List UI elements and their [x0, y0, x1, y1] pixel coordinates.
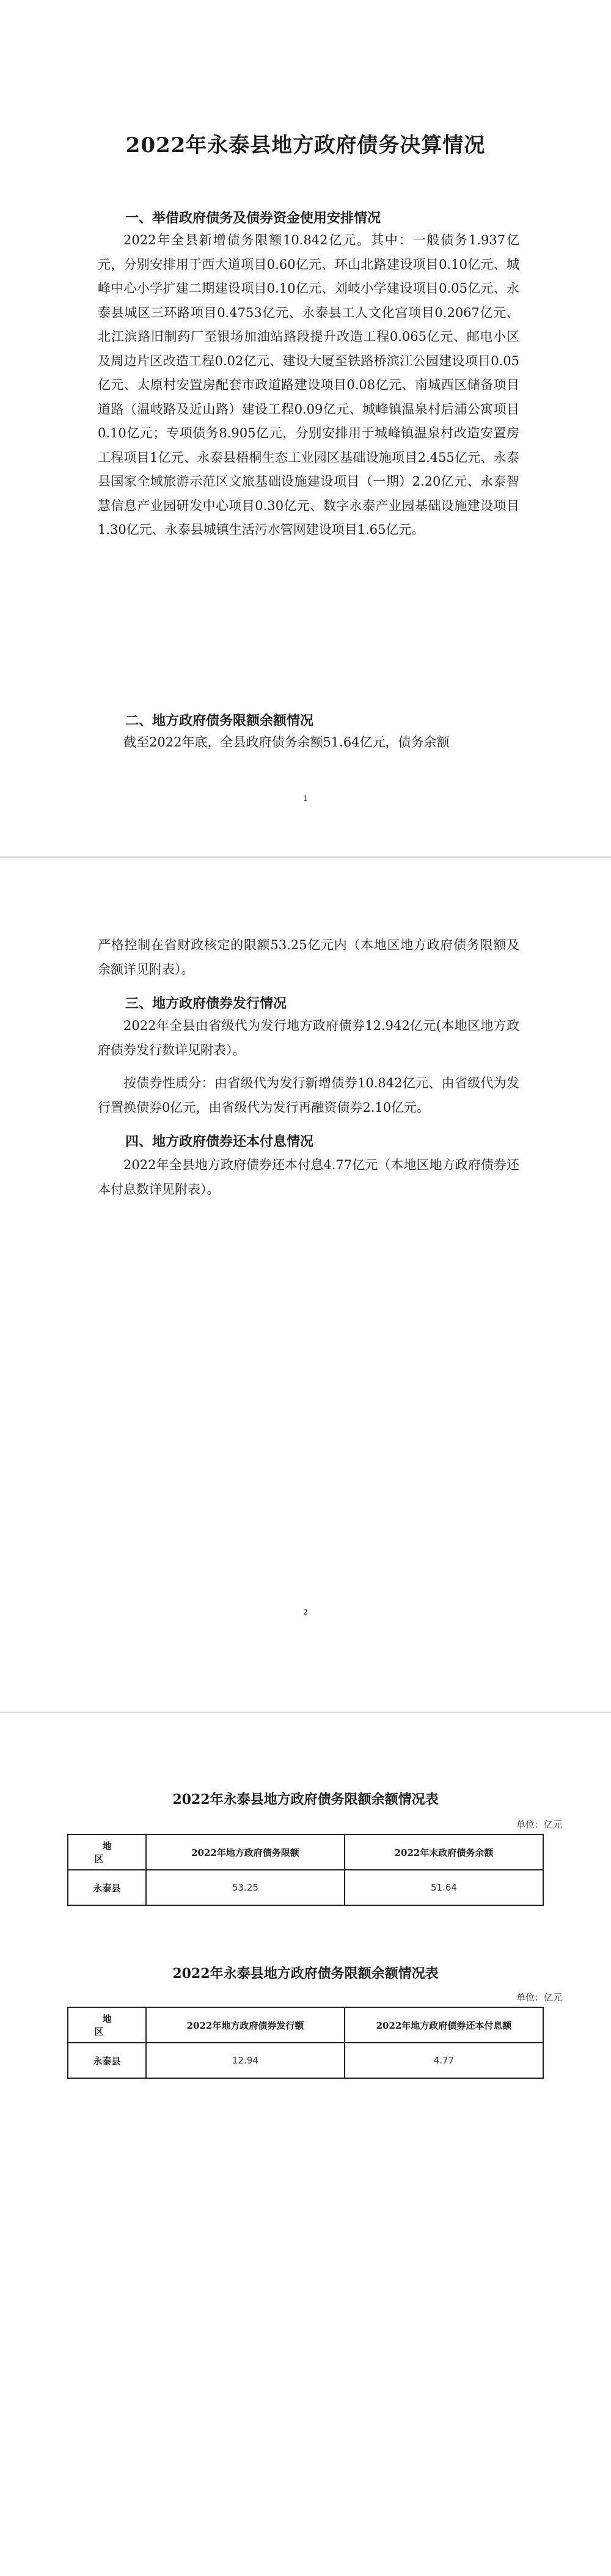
section-2-paragraph-part2: 严格控制在省财政核定的限额53.25亿元内（本地区地方政府债务限额及余额详见附表）。: [98, 938, 519, 977]
section-3-paragraph-1: 2022年全县由省级代为发行地方政府债券12.942亿元(本地区地方政府债券发行数详见附表）。: [98, 1018, 519, 1057]
header-bond-issuance: 2022年地方政府债券发行额: [146, 2007, 345, 2043]
page-1: [0, 0, 611, 856]
table-2-unit: 单位：亿元: [516, 1992, 562, 2003]
section-heading-1: 一、举借政府债务及债券资金使用安排情况: [125, 210, 381, 226]
section-heading-3: 三、地方政府债券发行情况: [125, 996, 287, 1012]
table-header-row: [68, 1834, 543, 1870]
document-title: 2022年永泰县地方政府债务决算情况: [125, 133, 486, 158]
section-2-paragraph-part1: 截至2022年底，全县政府债务余额51.64亿元，债务余额: [123, 735, 450, 750]
table-1-unit: 单位：亿元: [516, 1819, 562, 1830]
header-bond-repayment: 2022年地方政府债券还本付息额: [345, 2007, 543, 2043]
header-debt-balance: 2022年末政府债务余额: [345, 1834, 543, 1870]
table-row: [68, 2043, 543, 2078]
header-region: 地 区: [68, 1834, 146, 1870]
cell-bond-issuance: 12.94: [146, 2043, 345, 2078]
cell-debt-balance: 51.64: [345, 1870, 543, 1905]
bond-issuance-repayment-table: [67, 2007, 544, 2079]
header-region: 地 区: [68, 2007, 146, 2043]
section-heading-4: 四、地方政府债券还本付息情况: [125, 1134, 314, 1150]
table-row: [68, 1870, 543, 1905]
cell-region: 永泰县: [68, 1870, 146, 1905]
table-header-row: [68, 2007, 543, 2043]
cell-region: 永泰县: [68, 2043, 146, 2078]
debt-limit-balance-table: [67, 1834, 544, 1906]
page-3: [0, 1713, 611, 2576]
section-heading-2: 二、地方政府债务限额余额情况: [125, 713, 314, 729]
section-3-paragraph-2: 按债券性质分：由省级代为发行新增债券10.842亿元、由省级代为发行置换债券0亿元，由省级代为发行再融资债券2.10亿元。: [98, 1076, 519, 1115]
page-number: 2: [303, 1608, 308, 1616]
section-1-paragraph: 2022年全县新增债务限额10.842亿元。其中：一般债务1.937亿元，分别安排用于西大道项目0.60亿元、环山北路建设项目0.10亿元、城峰中心小学扩建二期建设项目0.10亿元、刘岐小学建设项目0.05亿元、永泰县城区三环路项目0.4753亿元、永泰县工人文化宫项目0.2067亿元、北江滨路旧制药厂至银场加油站路段提升改造工程0.065亿元、邮电小区及周边片区改造工程0.02亿元、建设大厦至铁路桥滨江公园建设项目0.05亿元、太原村安置房配套市政道路建设项目0.08亿元、南城西区储备项目道路（温岐路及近山路）建设工程0.09亿元、城峰镇温泉村后浦公寓项目0.10亿元；专项债务8.905亿元，分别安排用于城峰镇温泉村改造安置房工程项目1亿元、永泰县梧桐生态工业园区基础设施项目2.455亿元、永泰县国家全域旅游示范区文旅基础设施建设项目（一期）2.20亿元、永泰智慧信息产业园研发中心项目0.30亿元、数字永泰产业园基础设施建设项目1.30亿元、永泰县城镇生活污水管网建设项目1.65亿元。: [98, 233, 519, 537]
page-2: [0, 858, 611, 1712]
header-debt-limit: 2022年地方政府债务限额: [146, 1834, 345, 1870]
table-2-title: 2022年永泰县地方政府债务限额余额情况表: [172, 1966, 439, 1982]
page-number: 1: [303, 794, 308, 803]
table-1-title: 2022年永泰县地方政府债务限额余额情况表: [172, 1792, 439, 1808]
cell-debt-limit: 53.25: [146, 1870, 345, 1905]
section-4-paragraph: 2022年全县地方政府债券还本付息4.77亿元（本地区地方政府债券还本付息数详见附表）。: [98, 1158, 519, 1197]
cell-bond-repayment: 4.77: [345, 2043, 543, 2078]
